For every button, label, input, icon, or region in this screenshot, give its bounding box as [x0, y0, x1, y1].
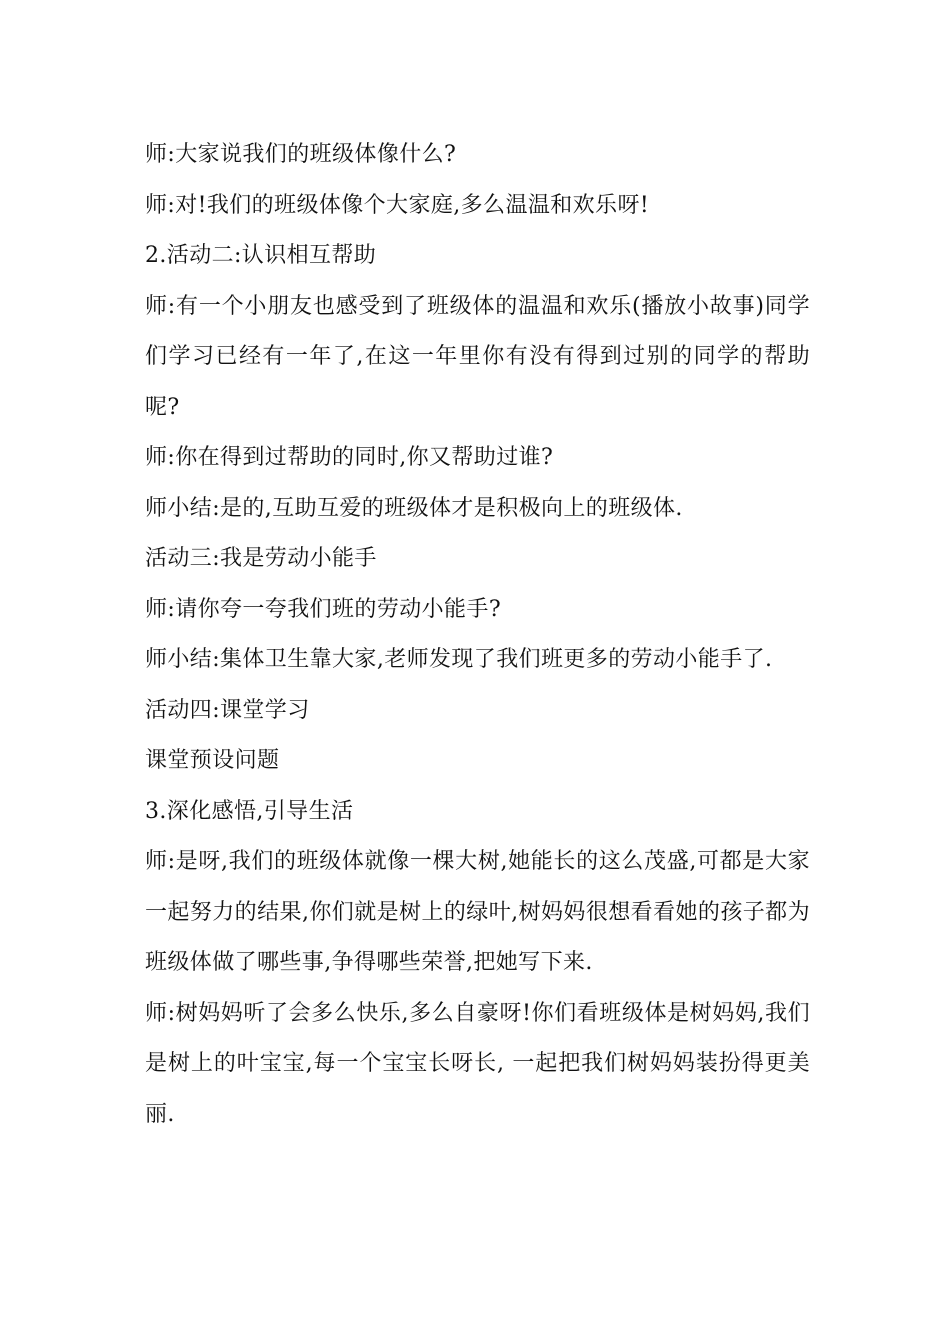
paragraph: 师小结:集体卫生靠大家,老师发现了我们班更多的劳动小能手了.: [145, 647, 773, 672]
section-heading: 活动三:我是劳动小能手: [145, 546, 377, 571]
paragraph: 师:请你夸一夸我们班的劳动小能手?: [145, 596, 502, 622]
paragraph: 师:你在得到过帮助的同时,你又帮助过谁?: [145, 445, 554, 470]
document-body: [145, 130, 810, 1140]
section-heading: 3.深化感悟,引导生活: [145, 798, 354, 824]
paragraph: 师:对!我们的班级体像个大家庭,多么温温和欢乐呀!: [145, 192, 650, 218]
paragraph: 师小结:是的,互助互爱的班级体才是积极向上的班级体.: [145, 495, 683, 521]
section-heading: 活动四:课堂学习: [145, 697, 310, 723]
paragraph: 师:大家说我们的班级体像什么?: [145, 142, 457, 167]
paragraph: 师:树妈妈听了会多么快乐,多么自豪呀!你们看班级体是树妈妈,我们是树上的叶宝宝,每一个宝宝长呀长, 一起把我们树妈妈装扮得更美丽.: [145, 1000, 810, 1127]
section-heading: 2.活动二:认识相互帮助: [145, 243, 377, 268]
paragraph: 师:有一个小朋友也感受到了班级体的温温和欢乐(播放小故事)同学们学习已经有一年了,在这一年里你有没有得到过别的同学的帮助呢?: [145, 293, 810, 420]
paragraph: 课堂预设问题: [145, 748, 280, 773]
paragraph: 师:是呀,我们的班级体就像一棵大树,她能长的这么茂盛,可都是大家一起努力的结果,你们就是树上的绿叶,树妈妈很想看看她的孩子都为班级体做了哪些事,争得哪些荣誉,把她写下来.: [145, 849, 810, 975]
